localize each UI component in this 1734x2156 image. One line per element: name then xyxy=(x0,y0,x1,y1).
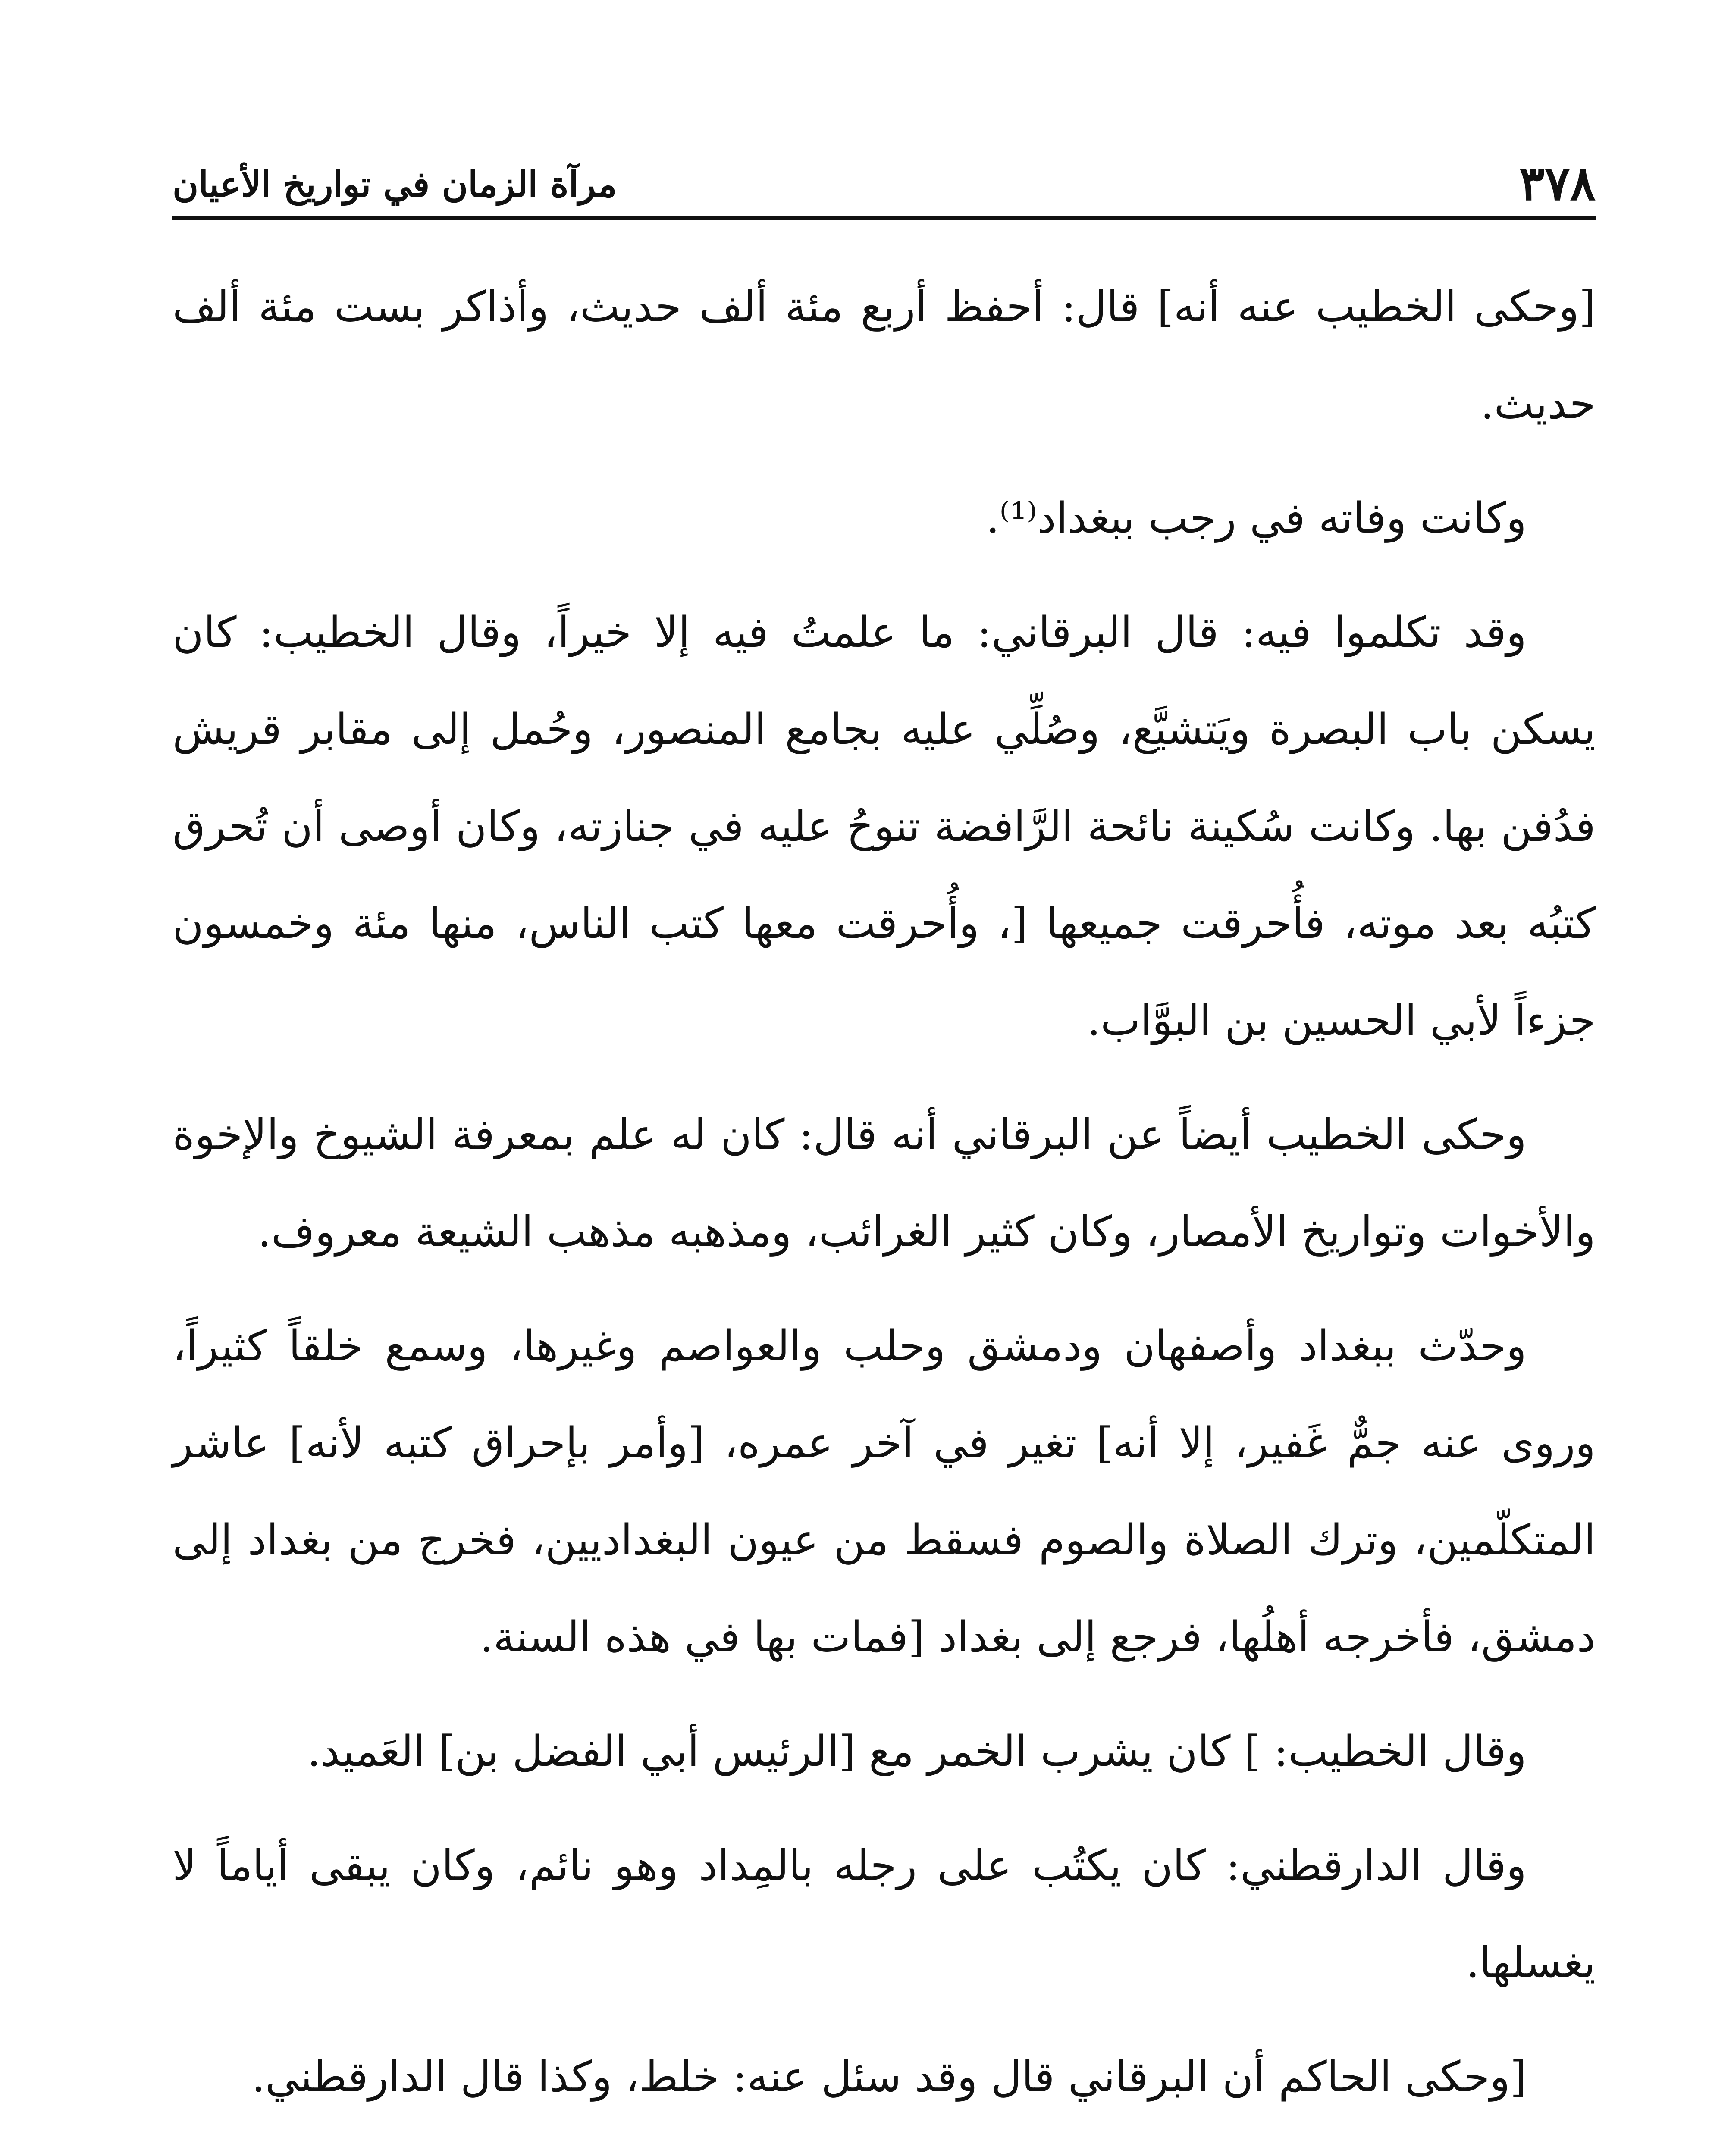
paragraph-1: [وحكى الخطيب عنه أنه] قال: أحفظ أربع مئة ألف حديث، وأذاكر بست مئة ألف حديث. xyxy=(172,282,1596,429)
paragraph-9 xyxy=(172,2143,1596,2156)
paragraph-3: وقد تكلموا فيه: قال البرقاني: ما علمتُ فيه إلا خيراً، وقال الخطيب: كان يسكن باب البصرة ويَتشيَّع، وصُلِّي عليه بجامع المنصور، وحُمل إلى مقابر قريش فدُفن بها. وكانت سُكينة نائحة الرَّافضة تنوحُ عليه في جنازته، وكان أوصى أن تُحرق كتبُه بعد موته، فأُحرقت جميعها [، وأُحرقت معها كتب الناس، منها مئة وخمسون جزءاً لأبي الحسين بن البوَّاب. xyxy=(172,608,1596,1045)
main-text xyxy=(172,259,1596,2156)
paragraph-6: وقال الخطيب: ] كان يشرب الخمر مع [الرئيس أبي الفضل بن] العَميد. xyxy=(307,1727,1527,1776)
page-number: ٣٧٨ xyxy=(1519,155,1596,211)
running-title: مرآة الزمان في تواريخ الأعيان xyxy=(172,164,617,205)
paragraph-2: وكانت وفاته في رجب ببغداد⁽¹⁾. xyxy=(986,494,1527,543)
paragraph-5: وحدّث ببغداد وأصفهان ودمشق وحلب والعواصم وغيرها، وسمع خلقاً كثيراً، وروى عنه جمٌّ غَفير، إلا أنه] تغير في آخر عمره، [وأمر بإحراق كتبه لأنه] عاشر المتكلّمين، وترك الصلاة والصوم فسقط من عيون البغداديين، فخرج من بغداد إلى دمشق، فأخرجه أهلُها، فرجع إلى بغداد [فمات بها في هذه السنة. xyxy=(172,1322,1596,1662)
paragraph-8: [وحكى الحاكم أن البرقاني قال وقد سئل عنه: خلط، وكذا قال الدارقطني. xyxy=(251,2053,1527,2102)
paragraph-7: وقال الدارقطني: كان يكتُب على رجله بالمِداد وهو نائم، وكان يبقى أياماً لا يغسلها. xyxy=(172,1841,1596,1987)
page-header xyxy=(172,129,1596,220)
page xyxy=(172,129,1596,2156)
paragraph-4: وحكى الخطيب أيضاً عن البرقاني أنه قال: كان له علم بمعرفة الشيوخ والإخوة والأخوات وتواريخ الأمصار، وكان كثير الغرائب، ومذهبه مذهب الشيعة معروف. xyxy=(172,1110,1596,1257)
